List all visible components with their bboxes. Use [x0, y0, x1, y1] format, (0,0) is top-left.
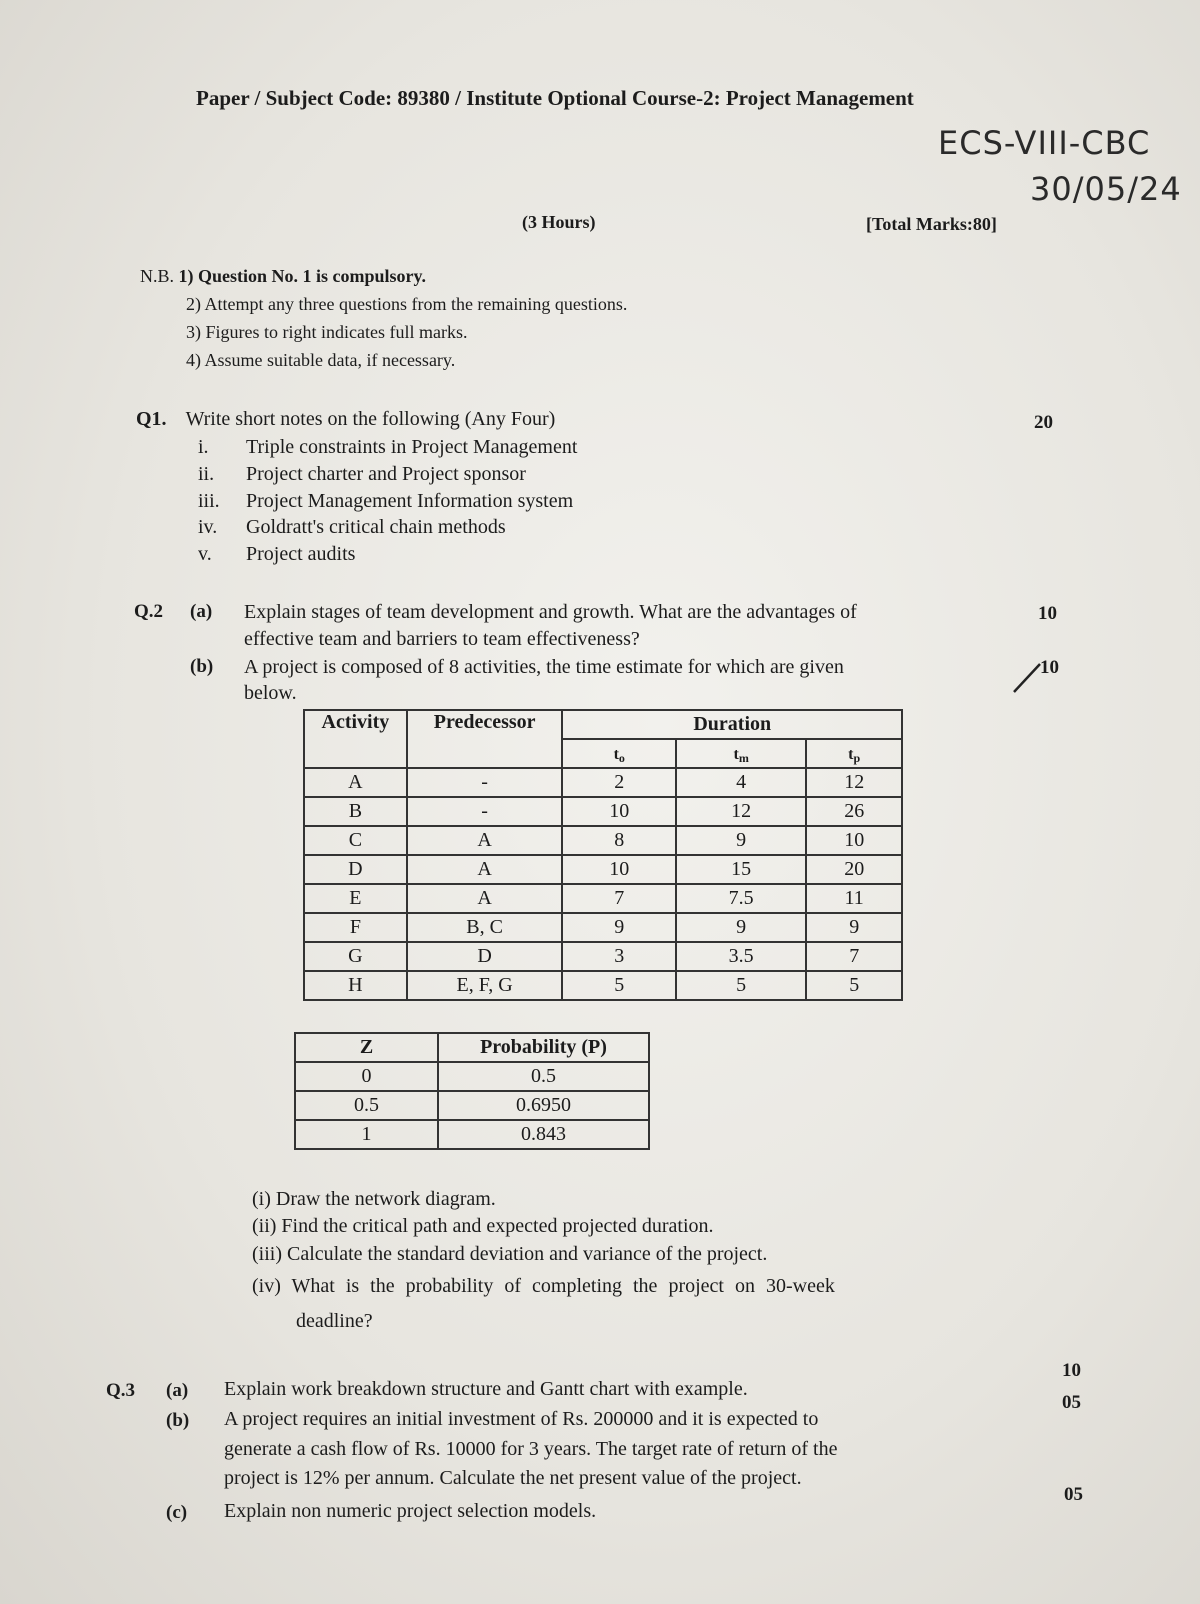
table-cell: 8 [562, 826, 675, 855]
table-cell: 3.5 [676, 942, 806, 971]
q1-item-num: iv. [198, 516, 218, 538]
header-tp: $t_p$ [806, 739, 902, 768]
header-duration: Duration [562, 710, 902, 739]
q3c-marks: 05 [1064, 1484, 1083, 1505]
q3b-line: project is 12% per annum. Calculate the net present value of the project. [224, 1467, 802, 1489]
table-cell: 12 [676, 797, 806, 826]
table-cell: B, C [407, 913, 563, 942]
q3b-marks: 05 [1062, 1392, 1081, 1413]
table-cell: - [407, 797, 563, 826]
table-row [304, 971, 902, 1000]
q2-label: Q.2 [134, 601, 164, 622]
q2-part: (ii) Find the critical path and expected projected duration. [252, 1215, 714, 1237]
table-cell: 2 [562, 768, 675, 797]
table-cell: D [407, 942, 563, 971]
table-cell: A [304, 768, 407, 797]
table-cell: B [304, 797, 407, 826]
q1-item-text: Project audits [246, 543, 356, 565]
table-cell: 7 [562, 884, 675, 913]
table-cell: 10 [562, 797, 675, 826]
table-header-row [295, 1033, 649, 1062]
table-cell: F [304, 913, 407, 942]
exam-duration: (3 Hours) [522, 212, 596, 232]
table-row [304, 797, 902, 826]
header-tm: $t_m$ [676, 739, 806, 768]
table-cell: 9 [676, 826, 806, 855]
q3b-line: generate a cash flow of Rs. 10000 for 3 years. The target rate of return of the [224, 1438, 838, 1460]
q2-part: (i) Draw the network diagram. [252, 1188, 496, 1210]
table-cell: 0.5 [295, 1091, 438, 1120]
table-cell: 4 [676, 768, 806, 797]
q3a-label: (a) [166, 1380, 189, 1401]
table-cell: - [407, 768, 563, 797]
table-cell: 12 [806, 768, 902, 797]
q2b-marks: 10 [1040, 657, 1059, 678]
q3c-label: (c) [166, 1502, 188, 1523]
q2a-marks: 10 [1038, 603, 1057, 624]
note-item: 2) Attempt any three questions from the remaining questions. [186, 294, 628, 314]
table-row [304, 768, 902, 797]
activity-table [303, 709, 903, 1001]
table-cell: 9 [562, 913, 675, 942]
table-row [304, 942, 902, 971]
paper-title: Paper / Subject Code: 89380 / Institute Optional Course-2: Project Management [196, 86, 914, 110]
table-cell: D [304, 855, 407, 884]
table-row [295, 1120, 649, 1149]
q3c-text: Explain non numeric project selection models. [224, 1500, 597, 1522]
table-cell: E [304, 884, 407, 913]
table-cell: H [304, 971, 407, 1000]
table-cell: 15 [676, 855, 806, 884]
table-cell: 10 [562, 855, 675, 884]
q2b-line2: below. [244, 682, 297, 704]
header-probability: Probability (P) [438, 1033, 649, 1062]
table-cell: E, F, G [407, 971, 563, 1000]
q3-label: Q.3 [106, 1380, 136, 1401]
q1-item-num: i. [198, 436, 209, 458]
table-cell: 26 [806, 797, 902, 826]
table-cell: C [304, 826, 407, 855]
q1-heading [136, 408, 555, 431]
table-cell: A [407, 884, 563, 913]
q1-item-text: Triple constraints in Project Management [246, 436, 578, 458]
table-cell: 9 [806, 913, 902, 942]
total-marks: [Total Marks:80] [866, 214, 997, 234]
table-cell: 5 [676, 971, 806, 1000]
table-row [304, 855, 902, 884]
handwritten-date: 30/05/24 [1030, 170, 1182, 208]
q2-part: (iv) What is the probability of completing the project on 30-week [252, 1275, 835, 1297]
table-row [304, 884, 902, 913]
q2b-label: (b) [190, 656, 214, 677]
q2-part: deadline? [296, 1310, 373, 1332]
q2-part: (iii) Calculate the standard deviation and variance of the project. [252, 1243, 768, 1265]
table-row [295, 1062, 649, 1091]
table-cell: 20 [806, 855, 902, 884]
table-cell: A [407, 826, 563, 855]
table-cell: 1 [295, 1120, 438, 1149]
q1-label: Q1. [136, 408, 167, 430]
q2a-line2: effective team and barriers to team effectiveness? [244, 628, 640, 650]
q1-text: Write short notes on the following (Any Four) [185, 408, 556, 430]
table-row [304, 913, 902, 942]
table-cell: 0.843 [438, 1120, 649, 1149]
table-cell: 11 [806, 884, 902, 913]
q1-item-text: Project Management Information system [246, 490, 574, 512]
notes-line-1 [140, 266, 426, 287]
q2a-label: (a) [190, 601, 213, 622]
note-item: 3) Figures to right indicates full marks. [186, 322, 468, 342]
header-activity: Activity [304, 710, 407, 768]
table-header-row [304, 710, 902, 739]
note-item: 4) Assume suitable data, if necessary. [186, 350, 456, 370]
q3b-label: (b) [166, 1410, 190, 1431]
q1-marks: 20 [1034, 412, 1053, 433]
q1-item-text: Goldratt's critical chain methods [246, 516, 506, 538]
header-to: $t_o$ [562, 739, 675, 768]
table-cell: 0.6950 [438, 1091, 649, 1120]
table-cell: 0 [295, 1062, 438, 1091]
table-cell: 9 [676, 913, 806, 942]
header-predecessor: Predecessor [407, 710, 563, 768]
table-cell: 10 [806, 826, 902, 855]
table-cell: 5 [806, 971, 902, 1000]
q1-item-num: v. [198, 543, 212, 565]
table-cell: 5 [562, 971, 675, 1000]
table-cell: A [407, 855, 563, 884]
table-cell: 7.5 [676, 884, 806, 913]
table-cell: 0.5 [438, 1062, 649, 1091]
q1-item-num: iii. [198, 490, 220, 512]
table-row [295, 1091, 649, 1120]
probability-table [294, 1032, 650, 1150]
note-item: 1) Question No. 1 is compulsory. [178, 266, 427, 286]
table-cell: 7 [806, 942, 902, 971]
notes-prefix: N.B. [140, 266, 175, 286]
table-cell: G [304, 942, 407, 971]
q3a-text: Explain work breakdown structure and Gantt chart with example. [224, 1378, 748, 1400]
tick-mark-icon [1010, 660, 1046, 696]
header-z: Z [295, 1033, 438, 1062]
q1-item-num: ii. [198, 463, 215, 485]
q3b-line: A project requires an initial investment of Rs. 200000 and it is expected to [224, 1408, 819, 1430]
q1-item-text: Project charter and Project sponsor [246, 463, 526, 485]
q2b-line1: A project is composed of 8 activities, the time estimate for which are given [244, 656, 844, 678]
table-cell: 3 [562, 942, 675, 971]
q2a-line1: Explain stages of team development and growth. What are the advantages of [244, 601, 857, 623]
handwritten-course-code: ECS-VIII-CBC [938, 124, 1151, 162]
table-row [304, 826, 902, 855]
q3a-marks: 10 [1062, 1360, 1081, 1381]
